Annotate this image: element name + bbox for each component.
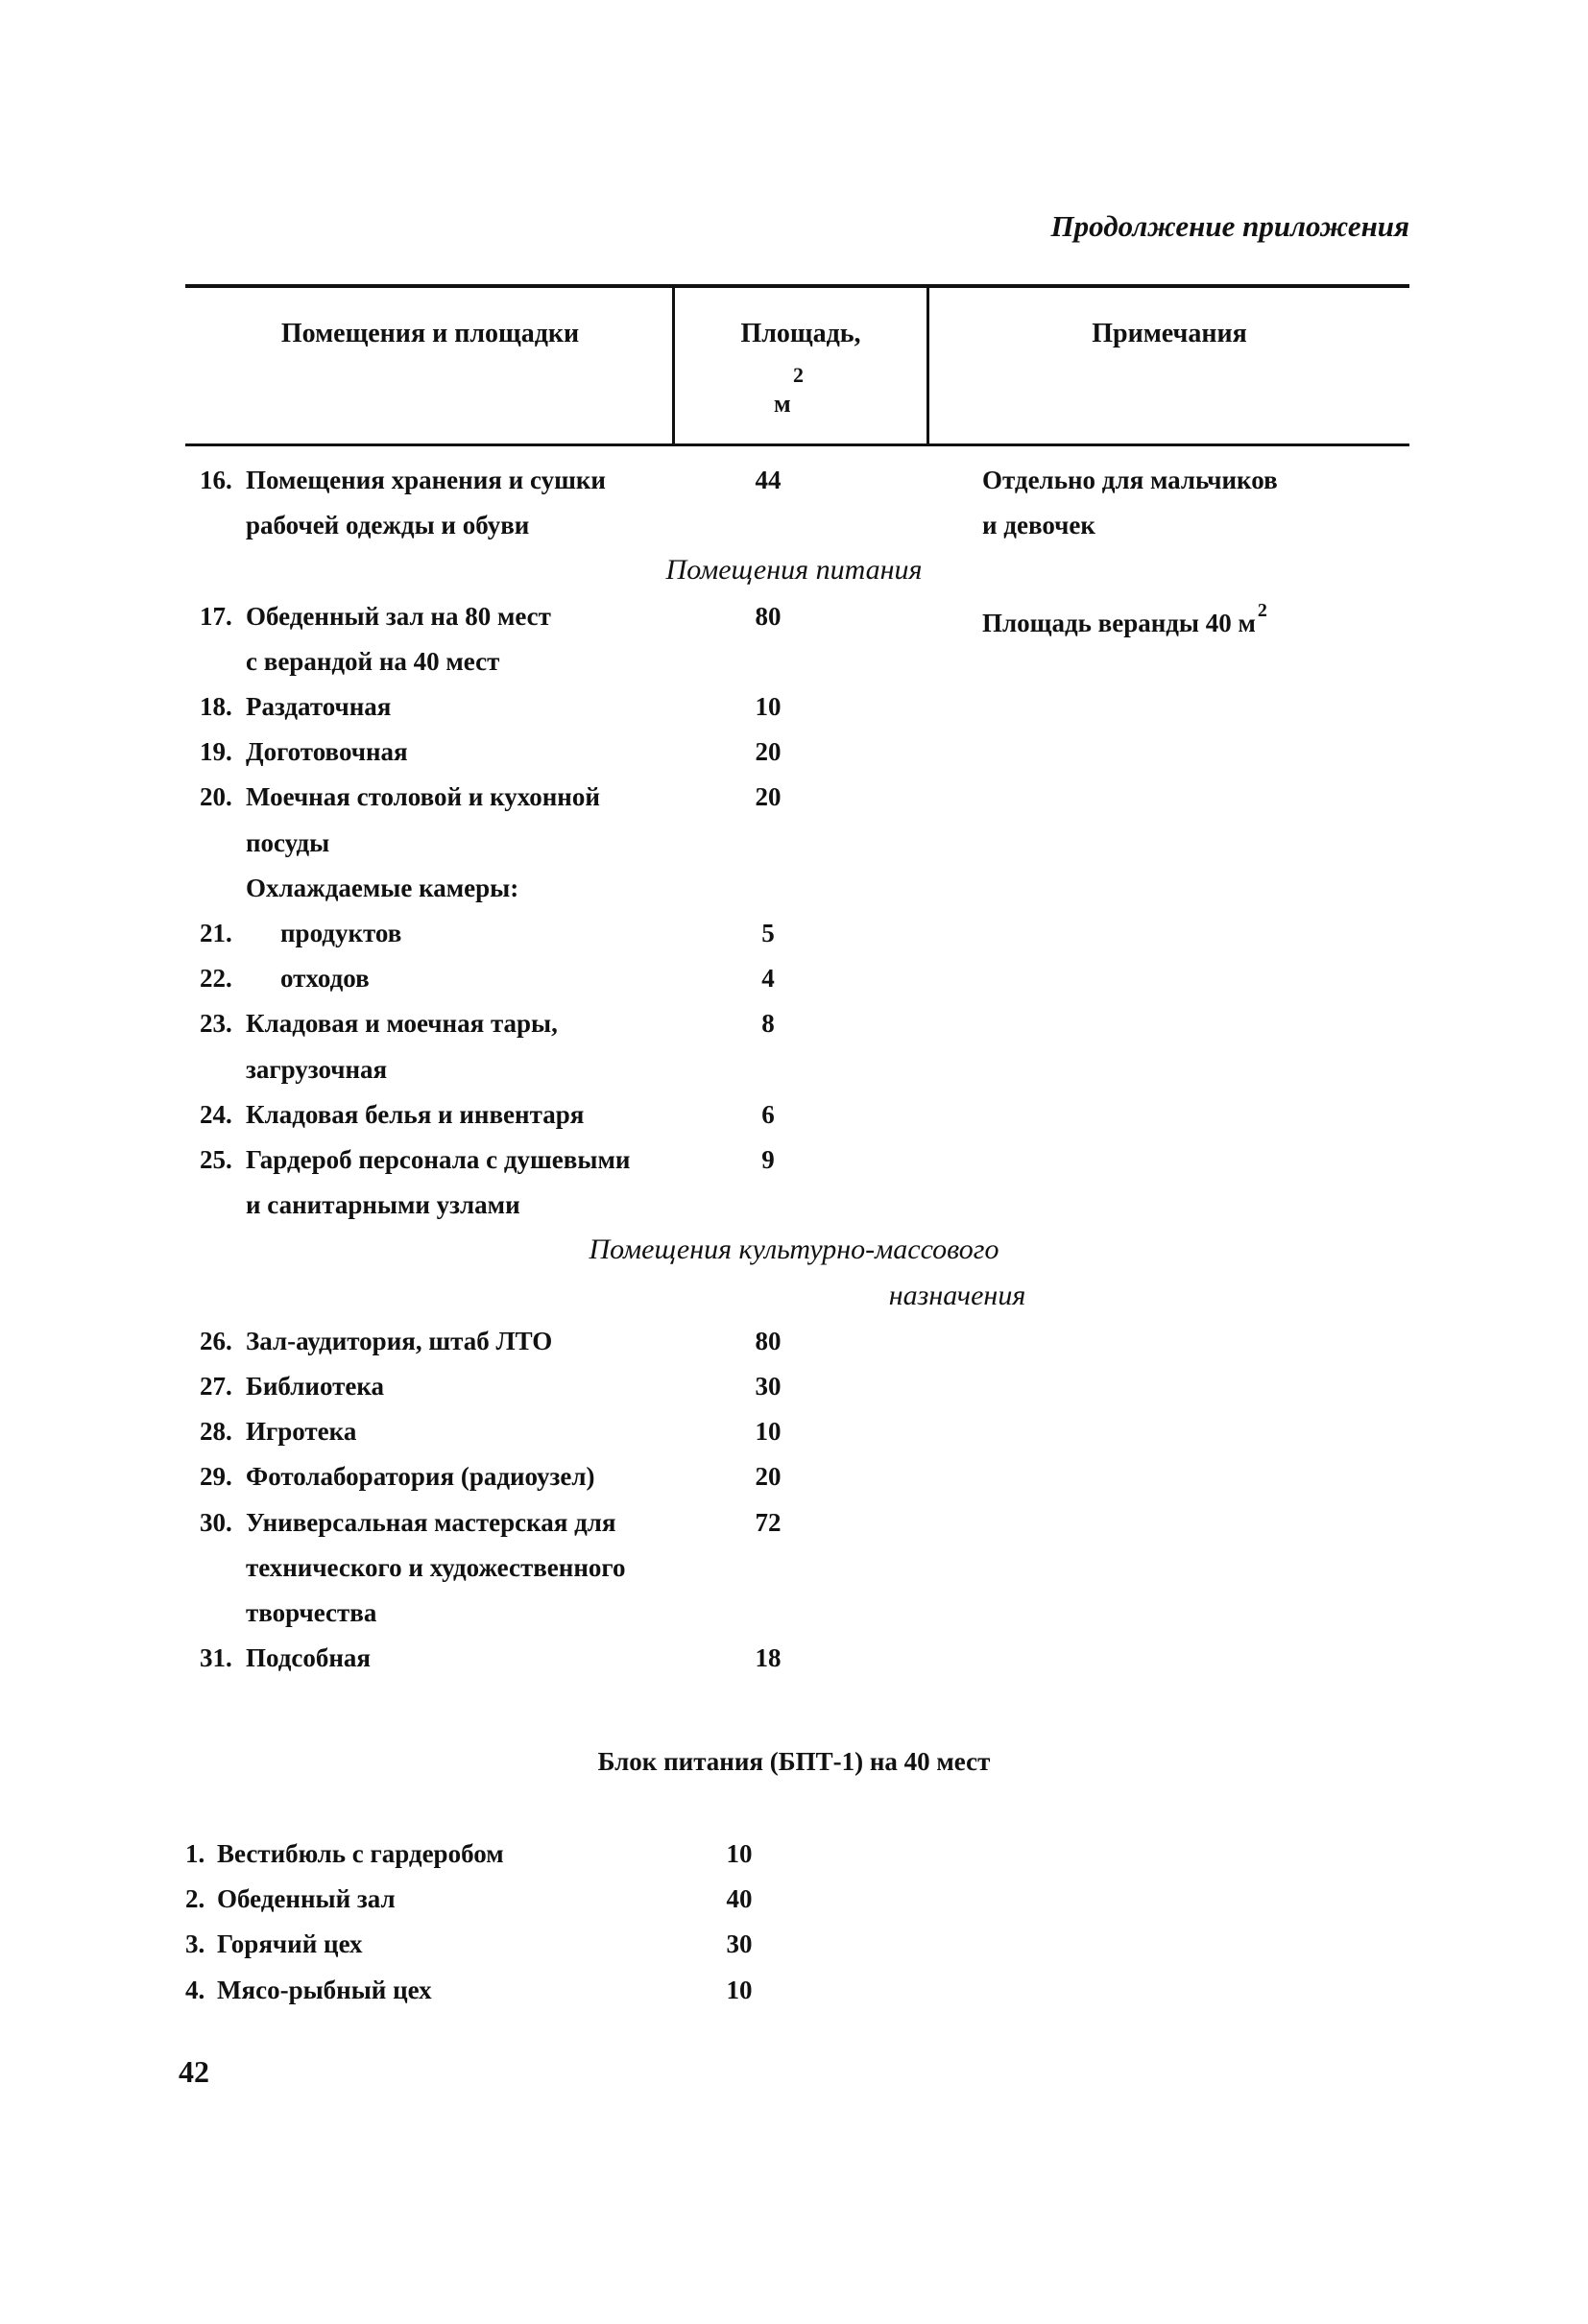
room-name: творчества (246, 1598, 377, 1627)
room-name: Доготовочная (246, 737, 408, 767)
room-name: Обеденный зал на 80 мест (246, 601, 551, 631)
section-heading: Помещения культурно-массового (589, 1234, 999, 1266)
area-value: 18 (755, 1643, 782, 1673)
table-row (0, 1318, 1588, 1364)
room-name: загрузочная (246, 1054, 388, 1084)
room-name: посуды (246, 827, 330, 857)
table-row (0, 1635, 1588, 1681)
block-title: Блок питания (БПТ-1) на 40 мест (597, 1747, 991, 1776)
area-value: 20 (755, 782, 782, 812)
row-number: 24. (200, 1099, 232, 1129)
table-row (0, 683, 1588, 730)
block-row-number: 1. (185, 1839, 205, 1868)
area-value: 72 (755, 1507, 782, 1537)
row-note (982, 502, 1095, 548)
block-area-value: 40 (726, 1884, 753, 1914)
table-row (0, 774, 1588, 820)
area-value: 20 (755, 1462, 782, 1492)
table-header-rule (185, 443, 1409, 446)
row-number: 27. (200, 1372, 232, 1401)
area-value: 44 (755, 466, 782, 494)
table-row (0, 865, 1588, 911)
table-row (0, 1046, 1588, 1092)
block-room-name: Вестибюль с гардеробом (217, 1839, 504, 1868)
room-name: продуктов (280, 919, 402, 947)
row-note-text: и девочек (982, 511, 1095, 540)
block-row-number: 4. (185, 1975, 205, 2004)
block-row (0, 1967, 1588, 2013)
table-row (0, 1499, 1588, 1545)
row-number: 30. (200, 1507, 232, 1537)
table-row (0, 1091, 1588, 1138)
area-value: 8 (761, 1009, 775, 1039)
table-row (0, 1182, 1588, 1228)
column-header-rooms: Помещения и площадки (280, 319, 580, 348)
area-value: 10 (755, 1417, 782, 1447)
room-name: Гардероб персонала с душевыми (246, 1145, 631, 1174)
block-row-number: 2. (185, 1884, 205, 1914)
table-row (0, 1408, 1588, 1454)
room-name: Зал-аудитория, штаб ЛТО (246, 1326, 553, 1355)
column-header-notes: Примечания (1092, 319, 1247, 348)
table-row (0, 502, 1588, 548)
table-row (0, 1590, 1588, 1636)
room-name: Кладовая белья и инвентаря (246, 1099, 585, 1129)
row-number: 28. (200, 1417, 232, 1447)
row-number: 22. (200, 964, 232, 994)
room-name: Игротека (246, 1417, 357, 1447)
table-row (0, 638, 1588, 684)
row-number: 29. (200, 1462, 232, 1492)
block-room-name: Обеденный зал (217, 1884, 396, 1914)
header-divider-1 (672, 286, 675, 445)
room-name: отходов (280, 964, 370, 994)
area-value: 30 (755, 1372, 782, 1401)
table-top-rule (185, 284, 1409, 288)
row-number: 21. (200, 919, 232, 947)
room-name: Фотолаборатория (радиоузел) (246, 1462, 595, 1492)
table-row (0, 1453, 1588, 1499)
table-row (0, 457, 1588, 503)
table-row (0, 955, 1588, 1001)
area-value: 80 (755, 601, 782, 631)
row-note-text: Отдельно для мальчиков (982, 466, 1278, 494)
table-row (0, 1000, 1588, 1046)
block-room-name: Горячий цех (217, 1929, 363, 1959)
area-value: 20 (755, 737, 782, 767)
room-name: и санитарными узлами (246, 1190, 520, 1220)
continuation-caption: Продолжение приложения (1050, 209, 1409, 243)
table-row (0, 910, 1588, 956)
block-area-value: 10 (726, 1839, 753, 1868)
room-name: Охлаждаемые камеры: (246, 873, 519, 902)
block-row (0, 1876, 1588, 1922)
table-row (0, 729, 1588, 775)
room-name: рабочей одежды и обуви (246, 511, 530, 540)
area-value: 4 (761, 964, 775, 994)
row-number: 18. (200, 692, 232, 721)
row-number: 17. (200, 601, 232, 631)
room-name: технического и художественного (246, 1552, 626, 1582)
section-heading: назначения (888, 1279, 1026, 1311)
block-room-name: Мясо-рыбный цех (217, 1975, 432, 2004)
table-row (0, 820, 1588, 866)
table-row (0, 1137, 1588, 1183)
row-number: 20. (200, 782, 232, 812)
note-superscript: 2 (1257, 599, 1267, 621)
header-divider-2 (926, 286, 929, 445)
section-heading: Помещения питания (665, 554, 923, 587)
room-name: Помещения хранения и сушки (246, 466, 606, 494)
room-name: Подсобная (246, 1643, 372, 1673)
row-number: 26. (200, 1326, 232, 1355)
row-number: 25. (200, 1145, 232, 1174)
block-area-value: 10 (726, 1975, 753, 2004)
block-row-number: 3. (185, 1929, 205, 1959)
area-unit-superscript: 2 (793, 363, 804, 387)
table-row (0, 593, 1588, 639)
area-value: 6 (761, 1099, 775, 1129)
table-row (0, 1363, 1588, 1409)
area-value: 9 (761, 1145, 775, 1174)
area-value: 80 (755, 1326, 782, 1355)
row-number: 16. (200, 466, 232, 494)
area-unit: м (774, 390, 791, 418)
room-name: Библиотека (246, 1372, 384, 1401)
room-name: Моечная столовой и кухонной (246, 782, 600, 812)
column-header-area: Площадь, (740, 319, 861, 348)
block-row (0, 1921, 1588, 1967)
area-value: 5 (761, 919, 775, 947)
block-row (0, 1831, 1588, 1877)
row-note-text: Площадь веранды 40 м (982, 608, 1256, 637)
row-number: 23. (200, 1009, 232, 1039)
room-name: Раздаточная (246, 692, 392, 721)
row-note (982, 457, 1278, 503)
table-row (0, 1545, 1588, 1591)
room-name: Кладовая и моечная тары, (246, 1009, 558, 1039)
area-value: 10 (755, 692, 782, 721)
block-area-value: 30 (726, 1929, 753, 1959)
page-number: 42 (179, 2054, 209, 2089)
row-number: 31. (200, 1643, 232, 1673)
row-number: 19. (200, 737, 232, 767)
room-name: с верандой на 40 мест (246, 646, 500, 676)
room-name: Универсальная мастерская для (246, 1507, 616, 1537)
